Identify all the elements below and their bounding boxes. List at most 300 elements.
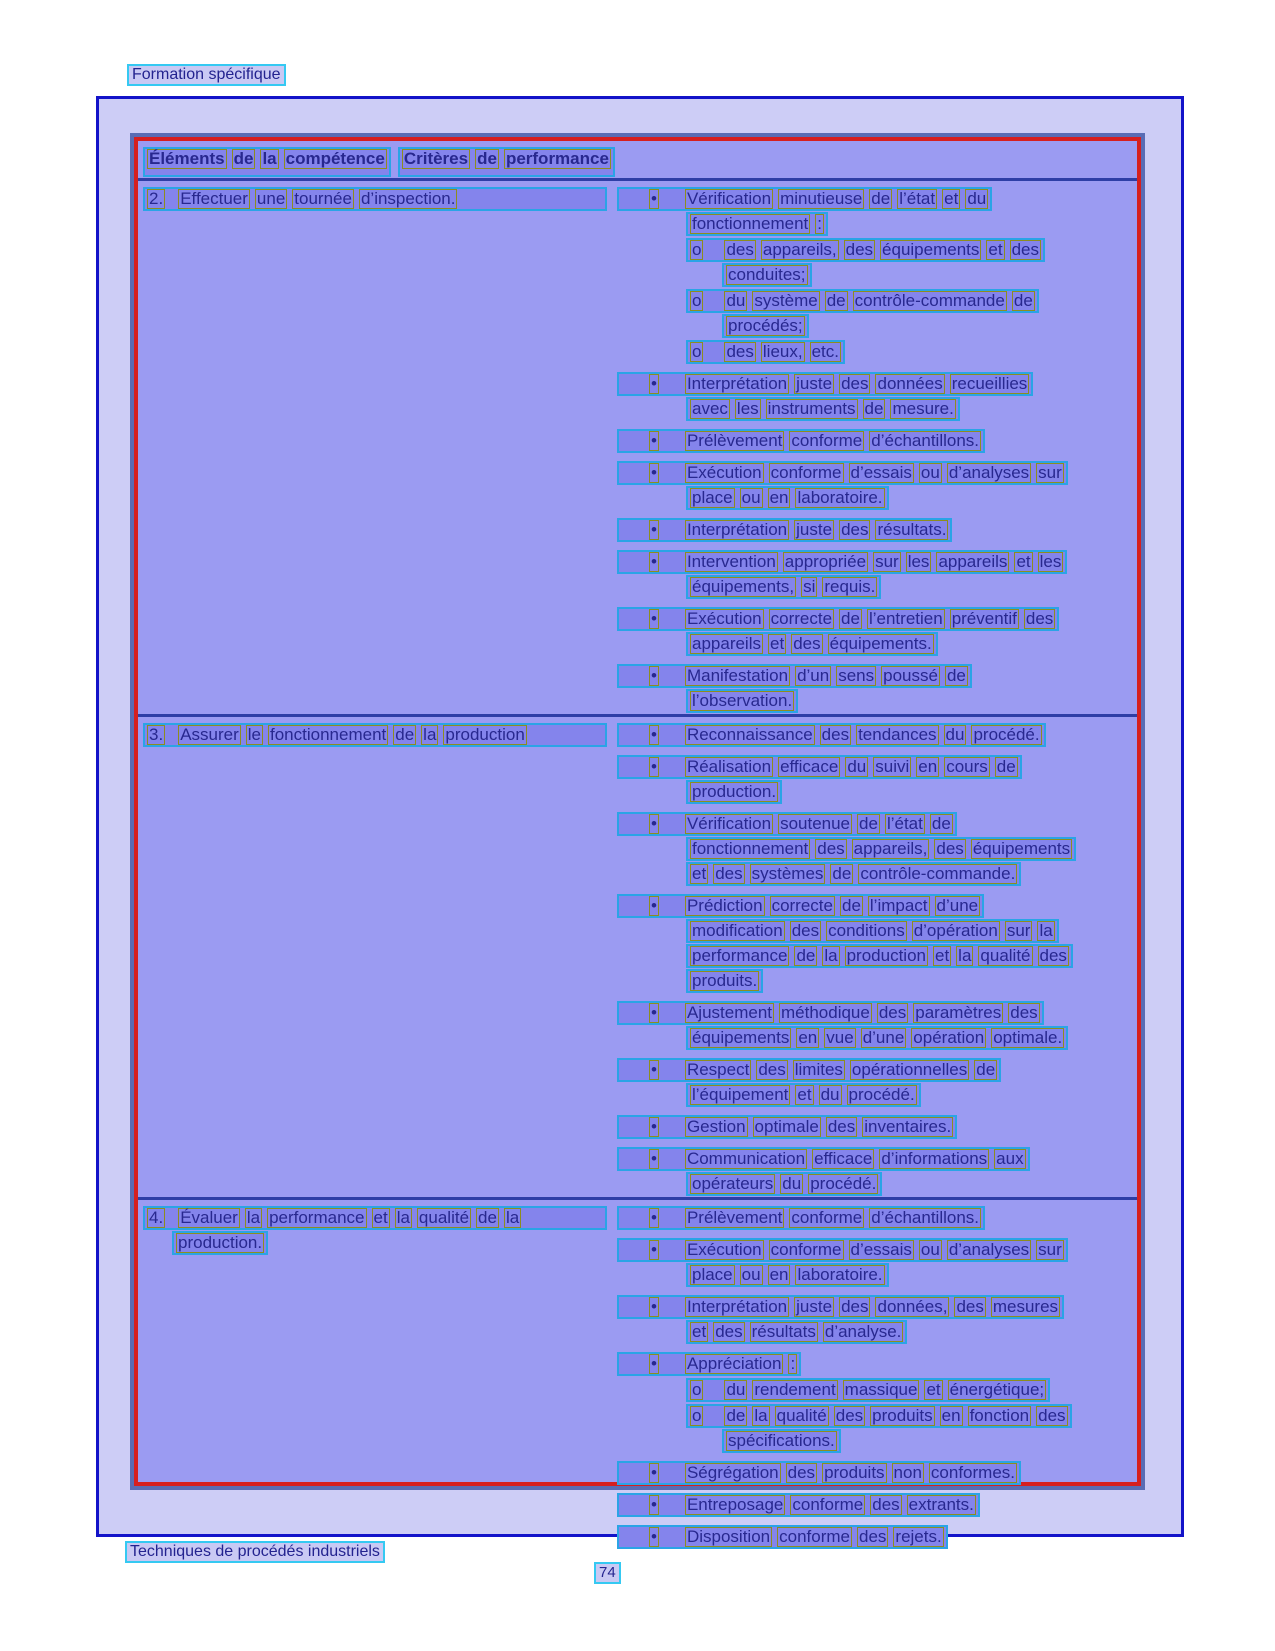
word-box: si: [803, 577, 816, 596]
word-box: Gestion: [686, 1117, 746, 1136]
criterion-item: [617, 461, 1137, 510]
word-box: méthodique: [781, 1003, 870, 1022]
word-box: conforme: [779, 1527, 850, 1546]
row-number: 3.: [149, 725, 164, 744]
word-box: et: [797, 1085, 812, 1104]
word-box: la: [246, 1208, 261, 1227]
word-box: de: [477, 149, 497, 168]
word-box: Évaluer: [180, 1208, 238, 1227]
word-box: et: [934, 946, 950, 965]
bullet-icon: •: [651, 1495, 657, 1514]
criterion-line: [617, 1058, 1001, 1082]
row-element-cell: [138, 181, 612, 714]
word-box: vue: [826, 1028, 854, 1047]
word-box: de: [796, 946, 816, 965]
criterion-line: [686, 1172, 882, 1196]
bullet-icon: •: [651, 725, 657, 744]
word-box: laboratoire.: [797, 488, 883, 507]
word-box: conforme: [791, 1208, 863, 1227]
word-box: des: [726, 240, 754, 259]
word-box: des: [878, 1003, 907, 1022]
criterion-line: [617, 1115, 957, 1139]
word-box: performance: [269, 1208, 365, 1227]
word-box: et: [373, 1208, 388, 1227]
word-box: Manifestation: [686, 666, 789, 685]
sub-bullet-icon: o: [692, 291, 702, 310]
word-box: du: [726, 1380, 746, 1399]
criterion-item: [617, 1147, 1137, 1196]
word-box: sens: [838, 666, 875, 685]
criterion-item: [617, 429, 1137, 453]
word-box: opération: [913, 1028, 985, 1047]
criterion-line: [617, 1238, 1068, 1262]
section-header-label: Formation spécifique: [127, 64, 286, 86]
word-box: qualité: [980, 946, 1031, 965]
bullet-icon: •: [651, 814, 657, 833]
word-box: équipements: [882, 240, 980, 259]
column-header-elements: [143, 147, 391, 177]
criterion-item: [617, 372, 1137, 421]
word-box: équipements: [972, 839, 1071, 858]
word-box: conforme: [770, 1240, 842, 1259]
word-box: appropriée: [784, 552, 867, 571]
criterion-line: [686, 944, 1073, 968]
sub-bullet-icon: o: [692, 1380, 702, 1399]
word-box: Exécution: [686, 609, 762, 628]
word-box: des: [1025, 609, 1054, 628]
bullet-icon: •: [651, 463, 657, 482]
row-criteria-cell: [612, 717, 1137, 1197]
criterion-item: [617, 1295, 1137, 1344]
page-number: 74: [594, 1562, 621, 1584]
word-box: etc.: [811, 342, 839, 361]
word-box: d’analyses: [948, 1240, 1030, 1259]
word-box: du: [945, 725, 965, 744]
criterion-line: [686, 397, 960, 421]
word-box: place: [692, 488, 733, 507]
criterion-line: [686, 919, 1059, 943]
word-box: Exécution: [686, 463, 762, 482]
criterion-line: [617, 1525, 948, 1549]
word-box: mesures: [992, 1297, 1059, 1316]
word-box: les: [907, 552, 930, 571]
bullet-icon: •: [651, 1240, 657, 1259]
word-box: extrants.: [908, 1495, 974, 1514]
criterion-item: [617, 550, 1137, 599]
word-box: en: [918, 757, 938, 776]
sub-bullet-icon: o: [692, 240, 702, 259]
word-box: qualité: [776, 1406, 827, 1425]
bullet-icon: •: [651, 1060, 657, 1079]
word-box: juste: [796, 374, 833, 393]
word-box: limites: [794, 1060, 843, 1079]
word-box: des: [1039, 946, 1067, 965]
bullet-icon: •: [651, 520, 657, 539]
word-box: requis.: [824, 577, 876, 596]
word-box: tendances: [858, 725, 937, 744]
bullet-icon: •: [651, 666, 657, 685]
word-box: données: [877, 374, 943, 393]
column-header-criteria: [398, 147, 615, 177]
criterion-line: [617, 1001, 1044, 1025]
word-box: Critères: [403, 149, 469, 168]
word-box: la: [754, 1406, 768, 1425]
criterion-line: [617, 723, 1046, 747]
bullet-icon: •: [651, 552, 657, 571]
word-box: l’état: [886, 814, 923, 833]
word-box: appareils,: [853, 839, 928, 858]
word-box: Entreposage: [686, 1495, 784, 1514]
word-box: une: [256, 189, 286, 208]
word-box: des: [715, 1322, 743, 1341]
criterion-line: [686, 780, 782, 804]
word-box: du: [820, 1085, 840, 1104]
row-element-cell: [138, 1200, 612, 1550]
row-criteria-cell: [612, 181, 1137, 714]
word-box: des: [726, 342, 754, 361]
word-box: produits: [824, 1463, 885, 1482]
criterion-line: [686, 1026, 1068, 1050]
word-box: la: [396, 1208, 410, 1227]
row-title-line: [143, 1206, 607, 1230]
word-box: conditions: [828, 921, 905, 940]
word-box: procédé.: [810, 1174, 877, 1193]
word-box: Communication: [686, 1149, 806, 1168]
word-box: d’essais: [850, 463, 912, 482]
word-box: de: [478, 1208, 497, 1227]
word-box: spécifications.: [728, 1431, 835, 1450]
word-box: production.: [692, 782, 777, 801]
bullet-icon: •: [651, 757, 657, 776]
word-box: Disposition: [686, 1527, 771, 1546]
bullet-icon: •: [651, 189, 657, 208]
word-box: ou: [920, 1240, 940, 1259]
word-box: produits.: [692, 971, 758, 990]
word-box: d’inspection.: [360, 189, 456, 208]
word-box: de: [946, 666, 966, 685]
word-box: Prélèvement: [686, 431, 783, 450]
criterion-line: [617, 518, 952, 542]
word-box: opérateurs: [692, 1174, 774, 1193]
criterion-line: [617, 1295, 1064, 1319]
criterion-line: [617, 1461, 1021, 1485]
word-box: Interprétation: [686, 520, 788, 539]
word-box: d’échantillons.: [871, 1208, 980, 1227]
criterion-line: [617, 1352, 801, 1376]
word-box: Réalisation: [686, 757, 772, 776]
word-box: de: [976, 1060, 996, 1079]
word-box: efficace: [780, 757, 839, 776]
word-box: juste: [796, 520, 833, 539]
word-box: conforme: [792, 1495, 864, 1514]
word-box: l’état: [899, 189, 936, 208]
word-box: et: [988, 240, 1003, 259]
criterion-item: [617, 1525, 1137, 1549]
word-box: équipements: [692, 1028, 790, 1047]
bullet-icon: •: [651, 1003, 657, 1022]
criterion-item: [617, 1461, 1137, 1485]
row-number: 4.: [149, 1208, 164, 1227]
word-box: sur: [1038, 463, 1062, 482]
word-box: Exécution: [686, 1240, 762, 1259]
word-box: résultats.: [877, 520, 947, 539]
word-box: Prélèvement: [686, 1208, 783, 1227]
word-box: des: [1011, 240, 1039, 259]
criterion-line: [686, 1404, 1072, 1428]
word-box: des: [841, 374, 869, 393]
criterion-line: [686, 289, 1039, 313]
word-box: fonctionnement: [270, 725, 387, 744]
criterion-item: [617, 755, 1137, 804]
word-box: Vérification: [686, 814, 772, 833]
word-box: énergétique;: [949, 1380, 1045, 1399]
word-box: rejets.: [895, 1527, 942, 1546]
word-box: de: [871, 189, 891, 208]
word-box: des: [787, 1463, 816, 1482]
criterion-item: [617, 518, 1137, 542]
word-box: de: [859, 814, 878, 833]
sub-criterion-item: [686, 289, 1137, 338]
word-box: massique: [844, 1380, 918, 1399]
criterion-item: [617, 1238, 1137, 1287]
word-box: en: [769, 488, 789, 507]
word-box: de: [826, 291, 846, 310]
word-box: sur: [1038, 1240, 1062, 1259]
word-box: des: [841, 1297, 869, 1316]
word-box: de: [726, 1406, 746, 1425]
word-box: Interprétation: [686, 1297, 788, 1316]
word-box: conforme: [791, 431, 863, 450]
word-box: Intervention: [686, 552, 776, 571]
word-box: Éléments: [149, 149, 225, 168]
word-box: des: [821, 725, 850, 744]
bullet-icon: •: [651, 431, 657, 450]
word-box: des: [1010, 1003, 1038, 1022]
criterion-item: [617, 1058, 1137, 1107]
criterion-line: [617, 372, 1033, 396]
criterion-line: [686, 212, 828, 236]
competency-table: [130, 133, 1145, 1546]
word-box: la: [824, 946, 838, 965]
criterion-line: [686, 689, 798, 713]
word-box: de: [931, 814, 951, 833]
word-box: d’échantillons.: [871, 431, 980, 450]
word-box: d’un: [797, 666, 830, 685]
word-box: non: [893, 1463, 922, 1482]
word-box: conforme: [770, 463, 842, 482]
sub-criterion-item: [686, 238, 1137, 287]
criterion-line: [686, 238, 1045, 262]
row-number: 2.: [149, 189, 164, 208]
criterion-line: [686, 837, 1076, 861]
word-box: aux: [996, 1149, 1024, 1168]
row-element-cell: [138, 717, 612, 1197]
word-box: des: [858, 1527, 887, 1546]
word-box: données,: [877, 1297, 948, 1316]
bullet-icon: •: [651, 1149, 657, 1168]
word-box: des: [872, 1495, 900, 1514]
criterion-item: [617, 1493, 1137, 1517]
word-box: correcte: [770, 609, 833, 628]
criterion-item: [617, 1352, 1137, 1376]
word-box: production: [846, 946, 926, 965]
word-box: la: [505, 1208, 520, 1227]
word-box: de: [841, 609, 860, 628]
word-box: procédés;: [728, 316, 803, 335]
word-box: modification: [692, 921, 783, 940]
word-box: de: [395, 725, 415, 744]
word-box: Interprétation: [686, 374, 788, 393]
criterion-line: [617, 812, 957, 836]
word-box: des: [835, 1406, 864, 1425]
table-row: [138, 1200, 1137, 1550]
word-box: en: [798, 1028, 818, 1047]
word-box: contrôle-commande: [854, 291, 1005, 310]
criterion-line: [722, 263, 812, 287]
word-box: d’une: [936, 896, 979, 915]
word-box: des: [793, 634, 821, 653]
word-box: inventaires.: [864, 1117, 952, 1136]
word-box: systèmes: [751, 864, 824, 883]
criterion-line: [617, 187, 992, 211]
word-box: Effectuer: [180, 189, 248, 208]
word-box: Assurer: [180, 725, 239, 744]
word-box: fonction: [969, 1406, 1030, 1425]
word-box: préventif: [951, 609, 1017, 628]
word-box: ou: [741, 488, 761, 507]
word-box: Prédiction: [686, 896, 763, 915]
word-box: résultats: [751, 1322, 816, 1341]
criterion-line: [617, 1206, 985, 1230]
word-box: en: [941, 1406, 961, 1425]
word-box: suivi: [875, 757, 910, 776]
bullet-icon: •: [651, 896, 657, 915]
word-box: correcte: [771, 896, 833, 915]
criterion-line: [617, 550, 1067, 574]
row-title-line: [143, 723, 607, 747]
word-box: et: [1016, 552, 1031, 571]
word-box: optimale.: [993, 1028, 1063, 1047]
word-box: équipements,: [692, 577, 795, 596]
criterion-line: [617, 755, 1022, 779]
criterion-line: [617, 1493, 980, 1517]
word-box: de: [996, 757, 1016, 776]
criterion-item: [617, 894, 1137, 993]
word-box: sur: [1006, 921, 1031, 940]
word-box: la: [423, 725, 437, 744]
word-box: sur: [875, 552, 899, 571]
word-box: de: [864, 399, 884, 418]
word-box: des: [841, 520, 869, 539]
word-box: compétence: [285, 149, 385, 168]
word-box: appareils: [692, 634, 761, 653]
word-box: l’entretien: [868, 609, 943, 628]
word-box: rendement: [754, 1380, 836, 1399]
criterion-line: [617, 607, 1059, 631]
criterion-line: [686, 632, 938, 656]
word-box: Ajustement: [686, 1003, 772, 1022]
word-box: des: [827, 1117, 856, 1136]
word-box: des: [956, 1297, 984, 1316]
word-box: de: [233, 149, 254, 168]
word-box: mesure.: [892, 399, 954, 418]
sub-bullet-icon: o: [692, 1406, 702, 1425]
word-box: les: [1039, 552, 1062, 571]
word-box: l’équipement: [692, 1085, 789, 1104]
word-box: appareils,: [762, 240, 837, 259]
word-box: performance: [692, 946, 788, 965]
word-box: de: [1013, 291, 1033, 310]
criterion-item: [617, 664, 1137, 713]
word-box: l’observation.: [692, 691, 793, 710]
word-box: laboratoire.: [797, 1265, 883, 1284]
table-rows: [138, 181, 1137, 1550]
row-title-line: [143, 187, 607, 211]
bullet-icon: •: [651, 1208, 657, 1227]
word-box: d’opération: [913, 921, 998, 940]
word-box: opérationnelles: [851, 1060, 968, 1079]
word-box: et: [692, 864, 707, 883]
word-box: qualité: [418, 1208, 470, 1227]
word-box: et: [692, 1322, 707, 1341]
word-box: Appréciation: [686, 1354, 782, 1373]
word-box: des: [758, 1060, 786, 1079]
criterion-line: [686, 575, 881, 599]
word-box: :: [790, 1354, 796, 1373]
word-box: contrôle-commande.: [860, 864, 1016, 883]
word-box: du: [847, 757, 867, 776]
word-box: recueillies: [951, 374, 1028, 393]
criterion-line: [617, 894, 984, 918]
word-box: procédé.: [848, 1085, 915, 1104]
criterion-item: [617, 1001, 1137, 1050]
word-box: Vérification: [686, 189, 772, 208]
criterion-item: [617, 812, 1137, 886]
bullet-icon: •: [651, 374, 657, 393]
word-box: :: [817, 214, 822, 233]
sub-criterion-item: [686, 1378, 1137, 1402]
competency-table-body: [134, 137, 1141, 1546]
footer-label: Techniques de procédés industriels: [125, 1541, 385, 1563]
word-box: des: [845, 240, 874, 259]
criterion-item: [617, 187, 1137, 236]
word-box: ou: [741, 1265, 761, 1284]
bullet-icon: •: [651, 1527, 657, 1546]
criterion-line: [617, 429, 985, 453]
table-header-row: [138, 141, 1137, 181]
criterion-item: [617, 723, 1137, 747]
word-box: du: [782, 1174, 802, 1193]
table-row: [138, 181, 1137, 717]
word-box: de: [841, 896, 861, 915]
criterion-line: [722, 314, 809, 338]
criterion-item: [617, 607, 1137, 656]
word-box: et: [770, 634, 785, 653]
word-box: des: [817, 839, 845, 858]
word-box: d’essais: [850, 1240, 912, 1259]
sub-bullet-icon: o: [692, 342, 702, 361]
word-box: minutieuse: [780, 189, 863, 208]
word-box: paramètres: [915, 1003, 1002, 1022]
word-box: des: [1038, 1406, 1066, 1425]
bullet-icon: •: [651, 609, 657, 628]
word-box: le: [247, 725, 261, 744]
word-box: optimale: [754, 1117, 819, 1136]
word-box: avec: [692, 399, 728, 418]
bullet-icon: •: [651, 1463, 657, 1482]
word-box: Reconnaissance: [686, 725, 813, 744]
bullet-icon: •: [651, 1297, 657, 1316]
